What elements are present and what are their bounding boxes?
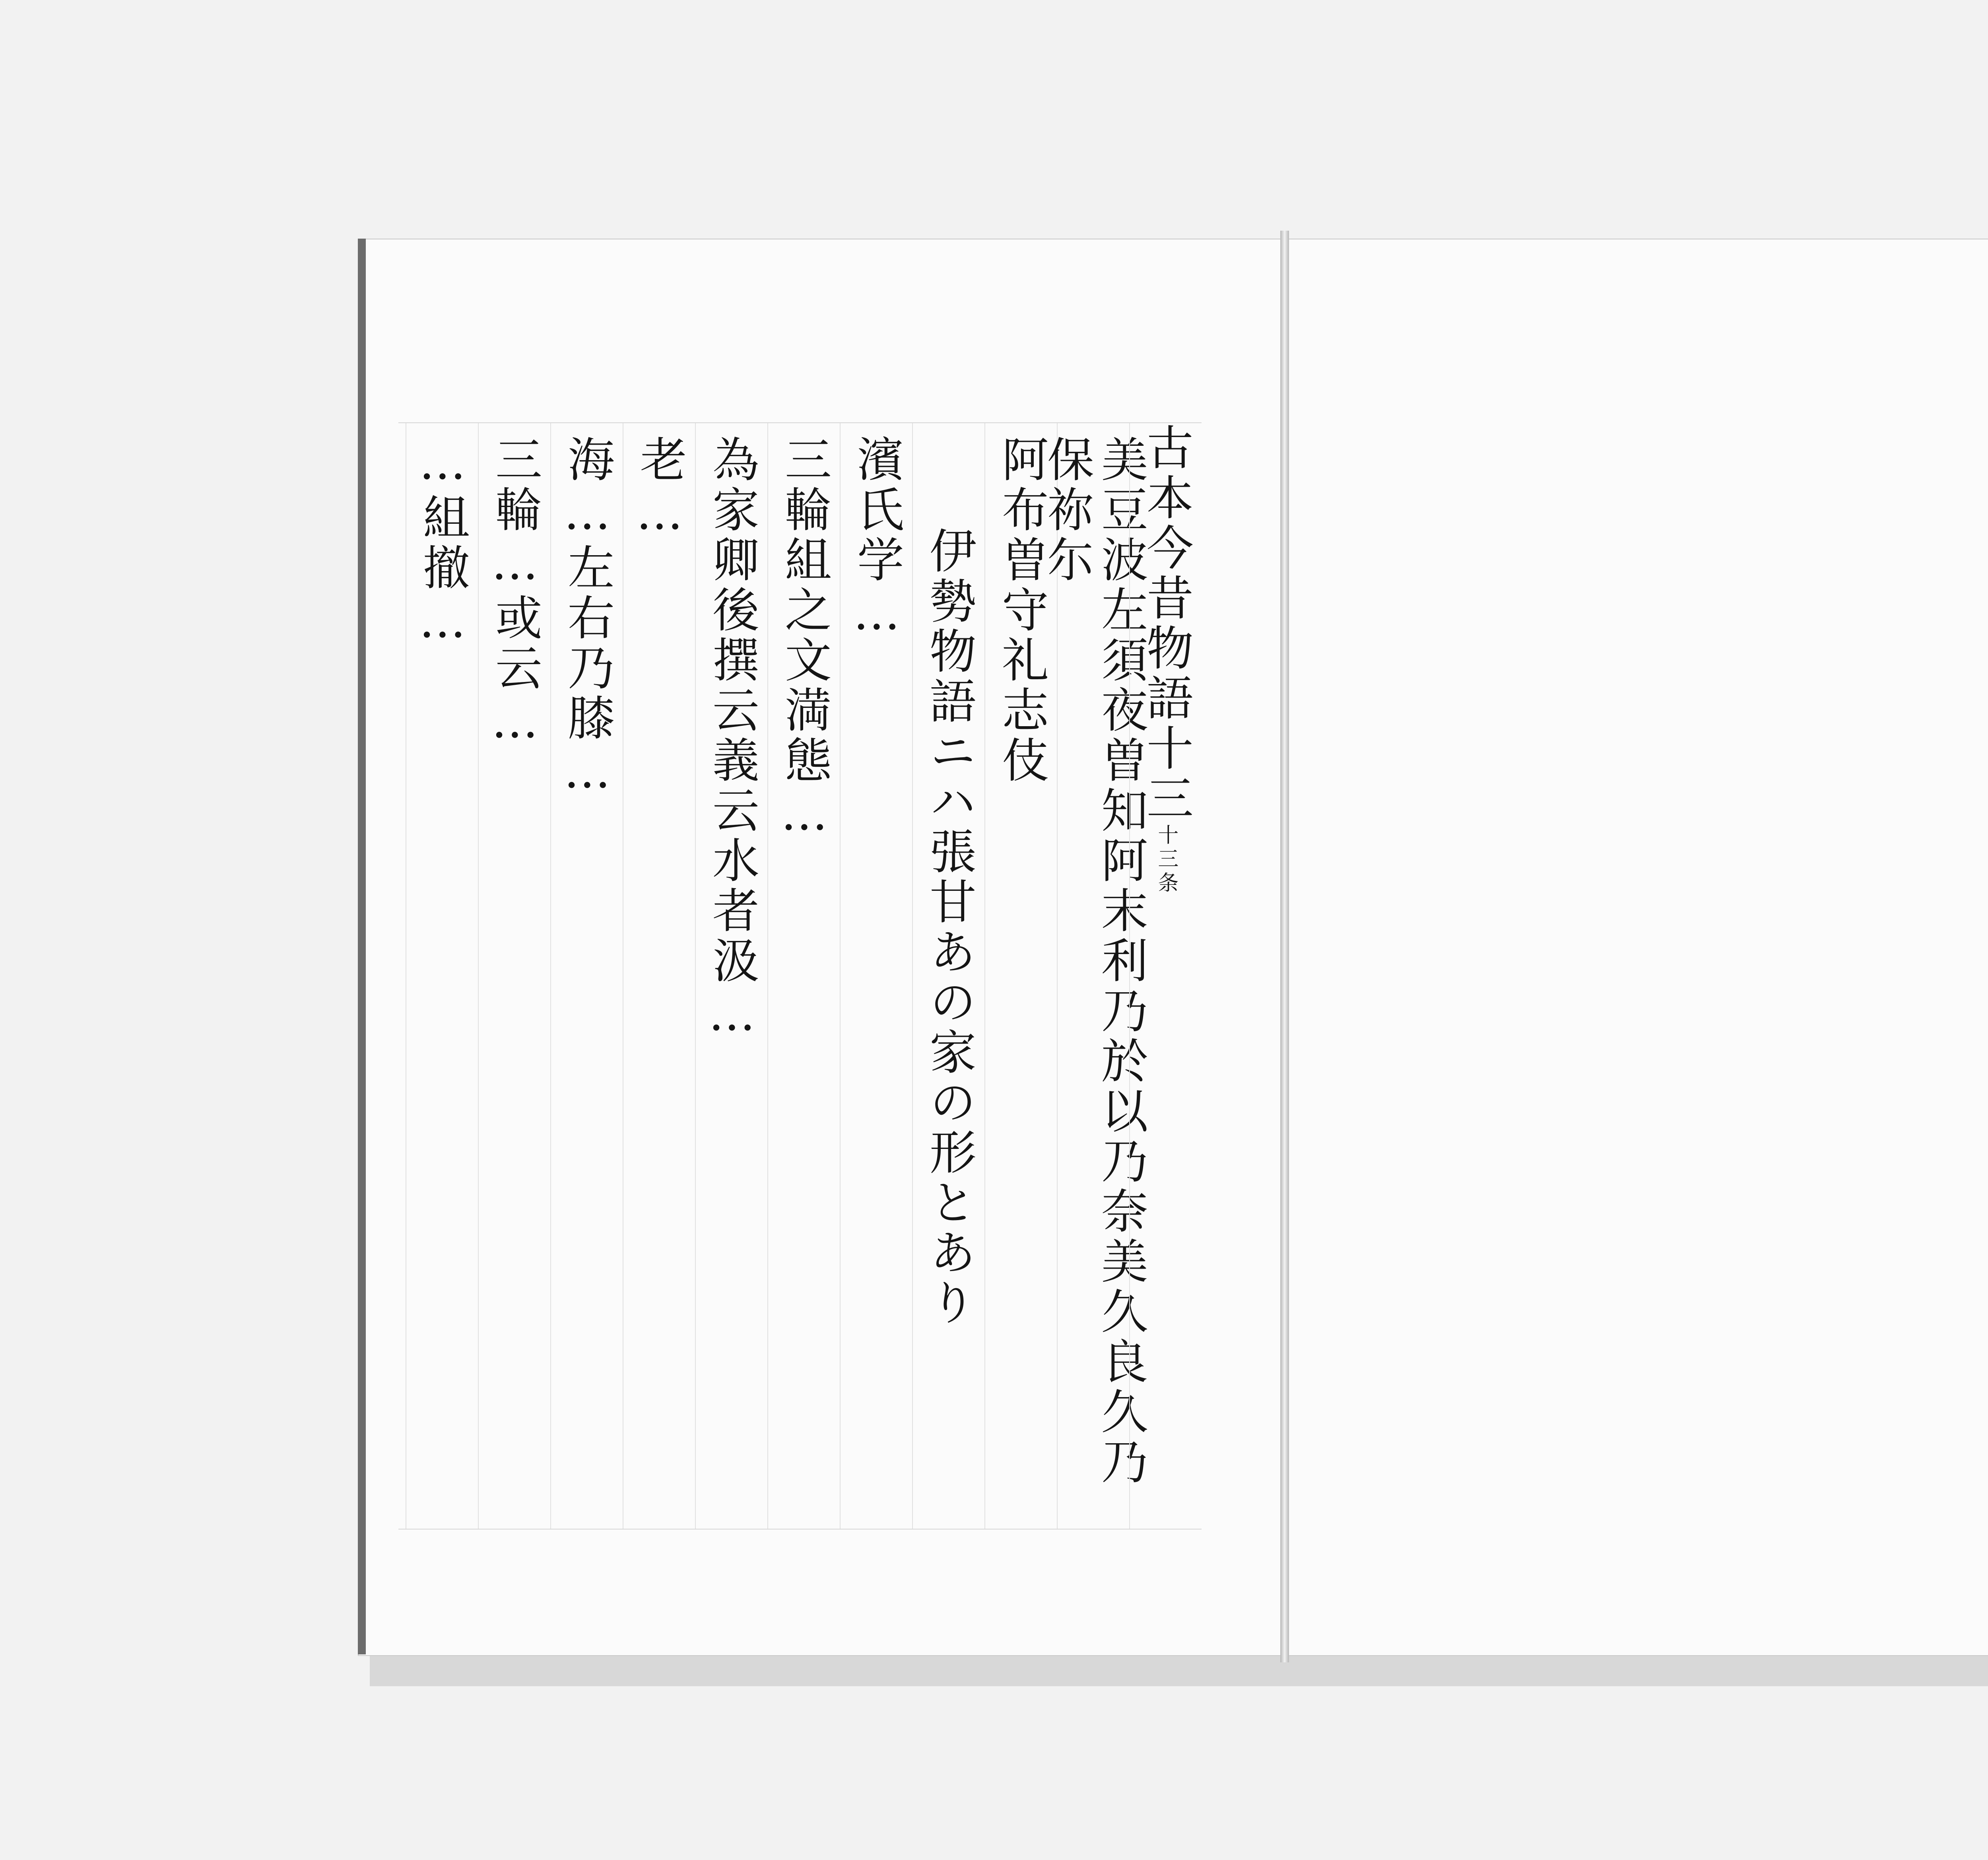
column-left-11 [406,423,478,1529]
left-page [358,239,1286,1656]
column-text: 濱氏学… [849,435,904,643]
column-text: 老… [632,435,687,543]
column-left-5 [840,423,912,1529]
column-text: 三輪組之文満態… [777,435,832,844]
column-text: …組撤… [415,435,470,651]
open-book [358,223,1988,1674]
column-left-8 [623,423,695,1529]
column-text: 古本今昔物語十三 [1138,423,1194,824]
column-left-4 [912,423,984,1529]
column-left-9 [550,423,623,1529]
column-note: 十三条 [1154,824,1178,896]
column-left-6 [767,423,840,1529]
book-gutter [1280,231,1289,1662]
left-binding-edge [358,239,366,1654]
column-text: 伊勢物語ニハ張甘あの家の形とあり [921,527,977,1328]
right-page [1284,239,1988,1656]
column-text: 阿布曽守礼志伎 [994,435,1049,786]
column-left-1 [1129,423,1202,1529]
column-left-2 [1039,423,1148,1529]
column-text: 三輪…或云… [487,435,542,752]
column-left-10 [478,423,550,1529]
column-left-7 [695,423,767,1529]
column-text: 為家卿後撰云義云水者汲… [704,435,759,1044]
column-text: 海…左右乃膝… [559,435,615,802]
left-text-frame [398,422,1202,1530]
column-text: 美豆波左須夜曽知阿末利乃於以乃奈美久良久乃保祢尓 [1039,435,1148,1487]
